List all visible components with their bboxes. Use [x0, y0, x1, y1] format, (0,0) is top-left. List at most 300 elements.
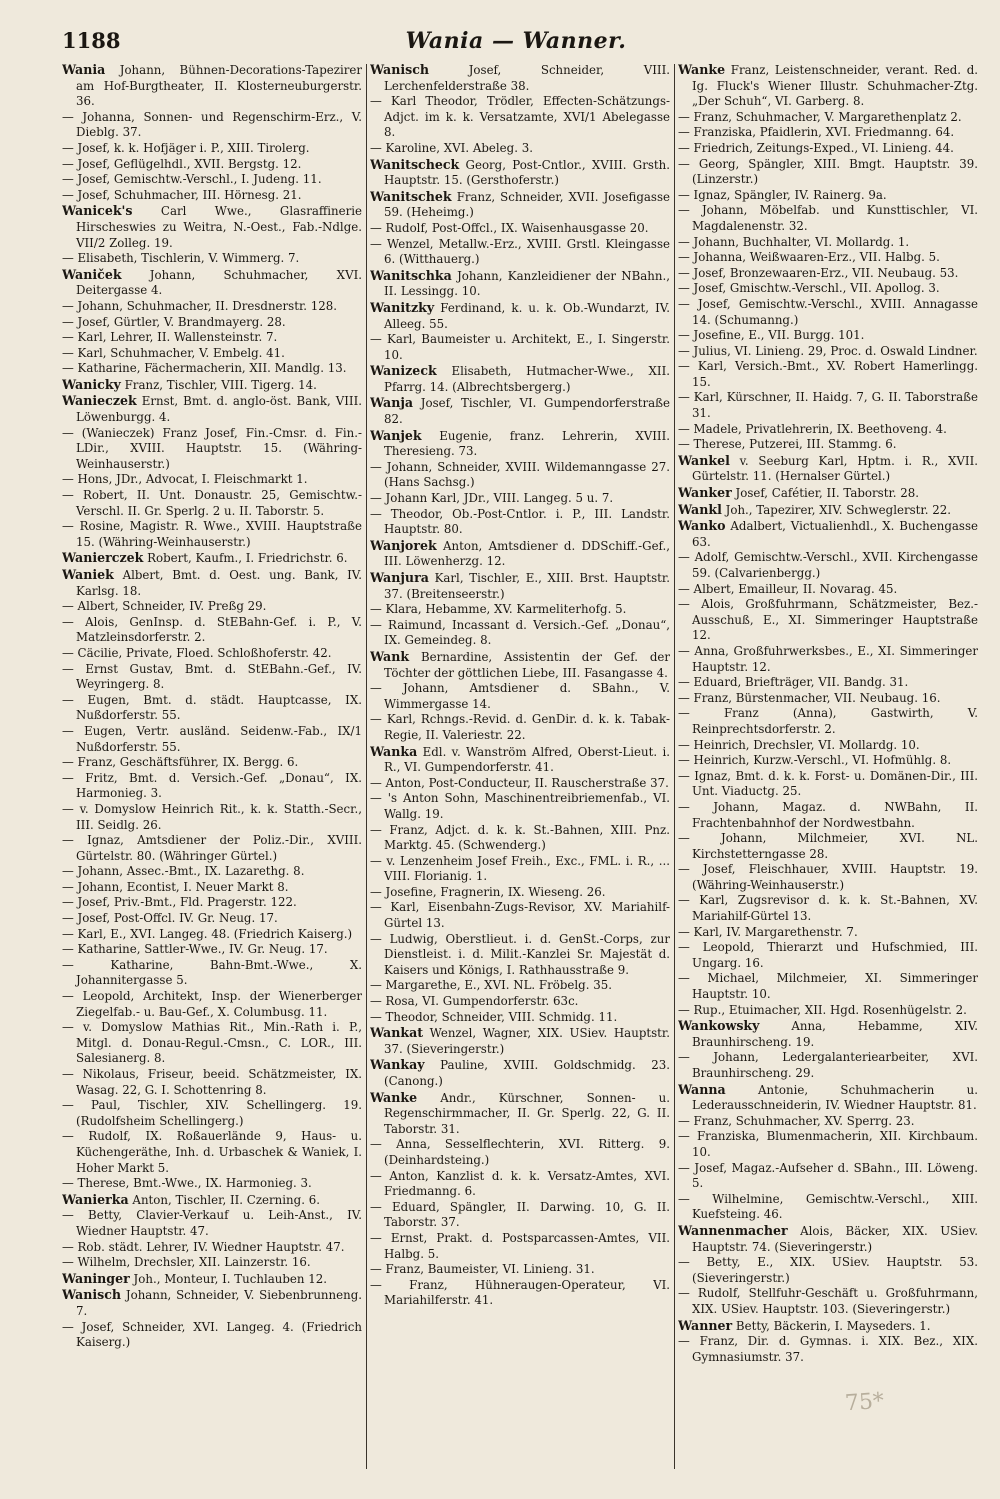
- entry-text: — Johann, Möbelfab. und Kunsttischler, VI. Magdalenenstr. 32.: [678, 203, 978, 233]
- entry-text: — Ignaz, Bmt. d. k. k. Forst- u. Domänen-Dir., III. Unt. Viaductg. 25.: [678, 768, 978, 799]
- entry-text: — Alois, GenInsp. d. StEBahn-Gef. i. P., V. Matzleinsdorferstr. 2.: [62, 614, 362, 645]
- entry-text: — Georg, Spängler, XIII. Bmgt. Hauptstr. 39. (Linzerstr.): [678, 156, 978, 187]
- directory-entry: [370, 428, 670, 460]
- entry-text: — Heinrich, Drechsler, VI. Mollardg. 10.: [678, 737, 920, 752]
- directory-entry: [370, 94, 670, 141]
- directory-entry: [678, 550, 978, 581]
- entry-text: — Ernst, Prakt. d. Postsparcassen-Amtes, VII. Halbg. 5.: [370, 1230, 670, 1261]
- entry-text: — Ignaz, Spängler, IV. Rainerg. 9a.: [678, 187, 887, 202]
- entry-text: — Johann, Milchmeier, XVI. NL. Kirchstetterngasse 28.: [678, 831, 978, 861]
- entry-text: Joh., Monteur, I. Tuchlauben 12.: [129, 1271, 328, 1286]
- directory-entry: [678, 1255, 978, 1286]
- entry-text: — Karl, Zugsrevisor d. k. k. St.-Bahnen, XV. Mariahilf-Gürtel 13.: [678, 893, 978, 924]
- entry-text: — Albert, Emailleur, II. Novarag. 45.: [678, 581, 898, 596]
- directory-entry: [62, 110, 362, 141]
- entry-text: — Raimund, Incassant d. Versich.-Gef. „Donau“, IX. Gemeindeg. 8.: [370, 617, 670, 648]
- entry-text: — Fritz, Bmt. d. Versich.-Gef. „Donau“, IX. Harmonieg. 3.: [62, 770, 362, 801]
- entry-text: — Katharine, Fächermacherin, XII. Mandlg. 13.: [62, 361, 347, 376]
- directory-entry: [678, 1018, 978, 1050]
- entry-text: — Karl, Schuhmacher, V. Embelg. 41.: [62, 345, 285, 360]
- entry-text: — Rosine, Magistr. R. Wwe., XVIII. Hauptstraße 15. (Währing-Weinhauserstr.): [62, 519, 362, 549]
- entry-surname: Waniek: [62, 567, 114, 582]
- entry-text: Anton, Tischler, II. Czerning. 6.: [128, 1192, 320, 1207]
- entry-text: — Therese, Bmt.-Wwe., IX. Harmonieg. 3.: [62, 1176, 312, 1191]
- directory-entry: [370, 994, 670, 1010]
- entry-text: — Rup., Etuimacher, XII. Hgd. Rosenhügelstr. 2.: [678, 1002, 967, 1017]
- entry-text: — Josef, Gmischtw.-Verschl., VII. Apollog. 3.: [678, 281, 940, 296]
- directory-entry: [370, 791, 670, 822]
- entry-text: — Friedrich, Zeitungs-Exped., VI. Linieng. 44.: [678, 140, 954, 155]
- directory-entry: [678, 862, 978, 893]
- entry-surname: Wanka: [370, 743, 418, 759]
- entry-text: Bernardine, Assistentin der Gef. der Töchter der göttlichen Liebe, III. Fasangasse 4.: [384, 649, 670, 680]
- directory-entry: [62, 646, 362, 662]
- entry-surname: Wanitschek: [370, 188, 452, 204]
- entry-text: — Karl, Versich.-Bmt., XV. Robert Hamerlingg. 15.: [678, 359, 978, 389]
- entry-text: — Rob. städt. Lehrer, IV. Wiedner Hauptstr. 47.: [62, 1239, 345, 1254]
- directory-entry: [370, 1231, 670, 1262]
- directory-entry: [62, 771, 362, 802]
- entry-text: — Franz, Hühneraugen-Operateur, VI. Mariahilferstr. 41.: [370, 1277, 670, 1308]
- entry-text: Robert, Kaufm., I. Friedrichstr. 6.: [143, 551, 348, 566]
- entry-text: Josef, Cafétier, II. Taborstr. 28.: [731, 486, 920, 501]
- entry-text: — Josef, Schuhmacher, III. Hörnesg. 21.: [62, 187, 302, 202]
- directory-entry: [370, 157, 670, 189]
- directory-entry: [62, 1320, 362, 1351]
- entry-text: — Johann, Schneider, XVIII. Wildemanngasse 27. (Hans Sachsg.): [370, 459, 670, 490]
- entry-text: Pauline, XVIII. Goldschmidg. 23. (Canong.): [384, 1058, 670, 1088]
- entry-text: — Johann, Schuhmacher, II. Dresdnerstr. 128.: [62, 298, 338, 313]
- entry-surname: Wanizeck: [370, 363, 437, 379]
- directory-entry: [370, 460, 670, 491]
- entry-text: — Rudolf, IX. Roßauerlände 9, Haus- u. Küchengeräthe, Inh. d. Urbaschek & Waniek, I. Hoher Markt 5.: [62, 1129, 362, 1175]
- entry-surname: Wanitschka: [370, 267, 452, 283]
- entry-text: — Alois, Großfuhrmann, Schätzmeister, Bez.-Ausschuß, E., XI. Simmeringer Hauptstraße 12.: [678, 597, 978, 643]
- entry-text: — Johanna, Sonnen- und Regenschirm-Erz., V. Dieblg. 37.: [62, 109, 362, 140]
- directory-entry: [370, 507, 670, 538]
- running-head: Wania — Wanner.: [405, 28, 627, 54]
- entry-text: — Franziska, Blumenmacherin, XII. Kirchbaum. 10.: [678, 1129, 978, 1159]
- entry-surname: Wanner: [678, 1317, 733, 1333]
- entry-text: — Julius, VI. Linieng. 29, Proc. d. Oswald Lindner.: [678, 343, 978, 358]
- entry-surname: Wanicky: [62, 376, 121, 392]
- entry-text: — Klara, Hebamme, XV. Karmeliterhofg. 5.: [370, 602, 627, 617]
- entry-text: — Franziska, Pfaidlerin, XVI. Friedmanng. 64.: [678, 125, 955, 140]
- directory-entry: [370, 491, 670, 507]
- entry-text: Georg, Post-Cntlor., XVIII. Grsth. Hauptstr. 15. (Gersthoferstr.): [384, 157, 670, 188]
- entry-text: — Franz, Bürstenmacher, VII. Neubaug. 16.: [678, 690, 941, 705]
- directory-entry: [62, 62, 362, 110]
- entry-text: — Eugen, Vertr. ausländ. Seidenw.-Fab., IX/1 Nußdorferstr. 55.: [62, 723, 362, 754]
- entry-text: — Michael, Milchmeier, XI. Simmeringer Hauptstr. 10.: [678, 971, 978, 1002]
- entry-text: — Eugen, Bmt. d. städt. Hauptcasse, IX. Nußdorferstr. 55.: [62, 692, 362, 723]
- directory-entry: [62, 942, 362, 958]
- entry-text: Albert, Bmt. d. Oest. ung. Bank, IV. Karlsg. 18.: [76, 568, 362, 598]
- entry-text: — Therese, Putzerei, III. Stammg. 6.: [678, 437, 897, 452]
- entry-text: — Theodor, Ob.-Post-Cntlor. i. P., III. Landstr. Hauptstr. 80.: [370, 506, 670, 537]
- directory-entry: [370, 395, 670, 427]
- entry-surname: Wania: [62, 62, 106, 77]
- entry-text: — Josef, Post-Offcl. IV. Gr. Neug. 17.: [62, 911, 278, 926]
- entry-text: — 's Anton Sohn, Maschinentreibriemenfab., VI. Wallg. 19.: [370, 791, 670, 821]
- entry-text: Wenzel, Wagner, XIX. USiev. Hauptstr. 37. (Sieveringerstr.): [384, 1026, 670, 1056]
- entry-text: — Rudolf, Stellfuhr-Geschäft u. Großfuhrmann, XIX. USiev. Hauptstr. 103. (Sieveringerstr.): [678, 1286, 978, 1316]
- directory-entry: [62, 141, 362, 157]
- directory-entry: [678, 1050, 978, 1081]
- directory-entry: [678, 390, 978, 421]
- entry-surname: Wankel: [678, 452, 730, 468]
- entry-surname: Wanisch: [62, 1287, 122, 1303]
- entry-text: — Josefine, Fragnerin, IX. Wieseng. 26.: [370, 884, 606, 899]
- directory-entry: [370, 744, 670, 776]
- directory-entry: [370, 268, 670, 300]
- entry-text: Johann, Schneider, V. Siebenbrunneng. 7.: [76, 1288, 362, 1318]
- directory-entry: [678, 753, 978, 769]
- directory-entry: [678, 266, 978, 282]
- directory-entry: [678, 769, 978, 800]
- pencil-mark: 75*: [844, 1388, 885, 1417]
- entry-text: — Josef, k. k. Hofjäger i. P., XIII. Tirolerg.: [62, 140, 310, 155]
- directory-entry: [678, 281, 978, 297]
- entry-text: — Anna, Großfuhrwerksbes., E., XI. Simmeringer Hauptstr. 12.: [678, 643, 978, 674]
- directory-entry: [62, 377, 362, 394]
- directory-entry: [678, 157, 978, 188]
- entry-text: — Josef, Priv.-Bmt., Fld. Pragerstr. 122.: [62, 895, 297, 910]
- entry-surname: Wanjorek: [370, 537, 437, 553]
- directory-entry: [62, 157, 362, 173]
- entry-surname: Wanna: [678, 1081, 726, 1097]
- directory-entry: [370, 1169, 670, 1200]
- entry-surname: Wankay: [370, 1057, 425, 1073]
- entry-text: — Wilhelm, Drechsler, XII. Lainzerstr. 16.: [62, 1255, 311, 1270]
- entry-text: — Karl, Baumeister u. Architekt, E., I. Singerstr. 10.: [370, 332, 670, 362]
- entry-text: — Katharine, Bahn-Bmt.-Wwe., X. Johannitergasse 5.: [62, 957, 362, 988]
- entry-text: Franz, Schneider, XVII. Josefigasse 59. (Heheimg.): [384, 189, 670, 220]
- directory-entry: [678, 502, 978, 519]
- directory-entry: [62, 911, 362, 927]
- directory-entry: [62, 315, 362, 331]
- entry-text: — Josef, Gemischtw.-Verschl., I. Judeng. 11.: [62, 172, 322, 187]
- directory-entry: [62, 472, 362, 488]
- directory-entry: [678, 1286, 978, 1317]
- directory-entry: [370, 221, 670, 237]
- directory-entry: [62, 755, 362, 771]
- directory-entry: [678, 1318, 978, 1335]
- directory-entry: [62, 833, 362, 864]
- entry-text: — Betty, E., XIX. USiev. Hauptstr. 53. (Sieveringerstr.): [678, 1255, 978, 1285]
- entry-surname: Waniček: [62, 266, 122, 282]
- directory-entry: [678, 250, 978, 266]
- directory-entry: [678, 644, 978, 675]
- directory-entry: [62, 488, 362, 519]
- directory-entry: [678, 141, 978, 157]
- entry-surname: Wanieczek: [62, 393, 137, 409]
- entry-surname: Wanierka: [62, 1191, 129, 1207]
- entry-text: — Franz, Adjct. d. k. k. St.-Bahnen, XIII. Pnz. Marktg. 45. (Schwenderg.): [370, 822, 670, 853]
- directory-entry: [62, 599, 362, 615]
- directory-entry: [370, 681, 670, 712]
- entry-text: Josef, Schneider, VIII. Lerchenfelderstraße 38.: [384, 63, 670, 93]
- directory-entry: [370, 712, 670, 743]
- directory-entry: [62, 615, 362, 646]
- entry-text: — Johanna, Weißwaaren-Erz., VII. Halbg. 5.: [678, 250, 940, 265]
- entry-text: — v. Domyslow Heinrich Rit., k. k. Statth.-Secr., III. Seidlg. 26.: [62, 801, 362, 832]
- entry-text: Alois, Bäcker, XIX. USiev. Hauptstr. 74. (Sieveringerstr.): [692, 1223, 978, 1254]
- directory-entry: [678, 344, 978, 360]
- directory-entry: [678, 1082, 978, 1114]
- directory-entry: [62, 724, 362, 755]
- entry-text: Adalbert, Victualienhdl., X. Buchengasse 63.: [692, 519, 978, 549]
- directory-entry: [370, 854, 670, 885]
- entry-text: — Madele, Privatlehrerin, IX. Beethoveng. 4.: [678, 421, 947, 436]
- entry-text: — Josef, Geflügelhdl., XVII. Bergstg. 12.: [62, 156, 302, 171]
- directory-entry: [62, 203, 362, 251]
- directory-entry: [678, 1114, 978, 1130]
- directory-entry: [62, 1098, 362, 1129]
- entry-text: Josef, Tischler, VI. Gumpendorferstraße 82.: [384, 396, 670, 427]
- entry-text: — Josef, Gürtler, V. Brandmayerg. 28.: [62, 314, 286, 329]
- entry-text: — Josef, Schneider, XVI. Langeg. 4. (Friedrich Kaiserg.): [62, 1319, 362, 1350]
- entry-surname: Wanicek's: [62, 203, 133, 219]
- entry-text: — Karl, Lehrer, II. Wallensteinstr. 7.: [62, 330, 278, 345]
- directory-entry: [678, 597, 978, 644]
- directory-entry: [62, 1176, 362, 1192]
- directory-entry: [62, 393, 362, 425]
- entry-surname: Wanierczek: [62, 550, 144, 566]
- directory-entry: [370, 1137, 670, 1168]
- directory-entry: [62, 1208, 362, 1239]
- entry-surname: Wanisch: [370, 62, 430, 77]
- directory-entry: [678, 940, 978, 971]
- directory-entry: [62, 1255, 362, 1271]
- entry-text: — Theodor, Schneider, VIII. Schmidg. 11.: [370, 1009, 618, 1024]
- entry-text: — Robert, II. Unt. Donaustr. 25, Gemischtw.-Verschl. II. Gr. Sperlg. 2 u. II. Taborstr. 5.: [62, 488, 362, 518]
- entry-text: Ernst, Bmt. d. anglo-öst. Bank, VIII. Löwenburgg. 4.: [76, 394, 362, 425]
- entry-text: — Leopold, Thierarzt und Hufschmied, III. Ungarg. 16.: [678, 940, 978, 970]
- column-2: [370, 62, 670, 1471]
- entry-text: — Paul, Tischler, XIV. Schellingerg. 19. (Rudolfsheim Schellingerg.): [62, 1098, 362, 1128]
- directory-entry: [678, 691, 978, 707]
- directory-entry: [678, 188, 978, 204]
- entry-surname: Wank: [370, 648, 410, 664]
- directory-entry: [370, 189, 670, 221]
- directory-entry: [370, 602, 670, 618]
- directory-entry: [678, 110, 978, 126]
- entry-text: — v. Domyslow Mathias Rit., Min.-Rath i. P., Mitgl. d. Donau-Regul.-Cmsn., C. LOR., III. Salesianerg. 8.: [62, 1020, 362, 1066]
- directory-entry: [62, 693, 362, 724]
- entry-text: — Josef, Magaz.-Aufseher d. SBahn., III. Löweng. 5.: [678, 1160, 978, 1191]
- entry-text: — Josef, Fleischhauer, XVIII. Hauptstr. 19. (Währing-Weinhauserstr.): [678, 862, 978, 892]
- entry-text: — Johann, Assec.-Bmt., IX. Lazarethg. 8.: [62, 864, 305, 879]
- entry-text: v. Seeburg Karl, Hptm. i. R., XVII. Gürtelstr. 11. (Hernalser Gürtel.): [692, 453, 978, 484]
- directory-entry: [678, 235, 978, 251]
- entry-text: — Adolf, Gemischtw.-Verschl., XVII. Kirchengasse 59. (Calvarienbergg.): [678, 550, 978, 580]
- entry-text: Johann, Schuhmacher, XVI. Deitergasse 4.: [76, 267, 362, 298]
- entry-surname: Wanko: [678, 518, 726, 534]
- directory-entry: [678, 1192, 978, 1223]
- directory-entry: [62, 251, 362, 267]
- entry-text: — Anna, Sesselflechterin, XVI. Ritterg. 9. (Deinhardsteing.): [370, 1137, 670, 1167]
- entry-text: Franz, Leistenschneider, verant. Red. d. Ig. Fluck's Wiener Illustr. Schuhmacher-Ztg. „Der Schuh“, VI. Garberg. 8.: [692, 63, 978, 109]
- entry-text: — Ignaz, Amtsdiener der Poliz.-Dir., XVIII. Gürtelstr. 80. (Währinger Gürtel.): [62, 833, 362, 863]
- directory-entry: [678, 706, 978, 737]
- directory-entry: [62, 1240, 362, 1256]
- entry-text: — Karl, Rchngs.-Revid. d. GenDir. d. k. k. Tabak-Regie, II. Valeriestr. 22.: [370, 712, 670, 742]
- directory-entry: [62, 989, 362, 1020]
- entry-text: — Karl Theodor, Trödler, Effecten-Schätzungs-Adjct. im k. k. Versatzamte, XVI/1 Abelegasse 8.: [370, 94, 670, 140]
- directory-entry: [678, 1223, 978, 1255]
- directory-entry: [678, 518, 978, 550]
- directory-entry: [678, 582, 978, 598]
- directory-entry: [370, 62, 670, 94]
- directory-entry: [678, 1161, 978, 1192]
- directory-entry: [370, 538, 670, 570]
- directory-entry: [62, 958, 362, 989]
- entry-text: — Josef, Gemischtw.-Verschl., XVIII. Annagasse 14. (Schumanng.): [678, 296, 978, 327]
- entry-surname: Wankl: [678, 501, 722, 517]
- entry-surname: Wannenmacher: [678, 1222, 788, 1238]
- entry-surname: Wankat: [370, 1025, 424, 1041]
- directory-entry: [678, 1003, 978, 1019]
- entry-text: — Franz, Geschäftsführer, IX. Bergg. 6.: [62, 755, 299, 770]
- entry-surname: Wanja: [370, 395, 414, 411]
- directory-entry: [62, 1287, 362, 1319]
- directory-entry: [370, 1278, 670, 1309]
- directory-entry: [62, 172, 362, 188]
- entry-text: Eugenie, franz. Lehrerin, XVIII. Theresieng. 73.: [384, 428, 670, 459]
- entry-text: — Anton, Kanzlist d. k. k. Versatz-Amtes, XVI. Friedmanng. 6.: [370, 1168, 670, 1199]
- entry-text: — Karoline, XVI. Abeleg. 3.: [370, 140, 533, 155]
- entry-surname: Wanker: [678, 485, 732, 501]
- page-header: [62, 28, 970, 58]
- directory-entry: [678, 738, 978, 754]
- entry-text: — Karl, Eisenbahn-Zugs-Revisor, XV. Mariahilf-Gürtel 13.: [370, 900, 670, 931]
- entry-text: Edl. v. Wanström Alfred, Oberst-Lieut. i. R., VI. Gumpendorferstr. 41.: [384, 744, 670, 775]
- directory-entry: [370, 776, 670, 792]
- column-rule: [674, 64, 675, 1469]
- directory-entry: [62, 519, 362, 550]
- directory-entry: [62, 1192, 362, 1209]
- directory-entry: [62, 1067, 362, 1098]
- directory-entry: [370, 1262, 670, 1278]
- directory-entry: [62, 1020, 362, 1067]
- entry-text: Betty, Bäckerin, I. Mayseders. 1.: [732, 1318, 931, 1333]
- directory-entry: [62, 330, 362, 346]
- directory-entry: [370, 237, 670, 268]
- entry-text: — Eduard, Spängler, II. Darwing. 10, G. II. Taborstr. 37.: [370, 1199, 670, 1230]
- directory-entry: [678, 422, 978, 438]
- entry-text: — Karl, E., XVI. Langeg. 48. (Friedrich Kaiserg.): [62, 926, 353, 941]
- entry-text: Elisabeth, Hutmacher-Wwe., XII. Pfarrg. 14. (Albrechtsbergerg.): [384, 364, 670, 394]
- directory-entry: [678, 893, 978, 924]
- column-3: [678, 62, 978, 1471]
- entry-text: — Franz (Anna), Gastwirth, V. Reinprechtsdorferstr. 2.: [678, 706, 978, 736]
- entry-text: — Franz, Schuhmacher, V. Margarethenplatz 2.: [678, 109, 962, 124]
- directory-entry: [678, 800, 978, 831]
- directory-entry: [678, 971, 978, 1002]
- directory-entry: [62, 361, 362, 377]
- directory-entry: [62, 662, 362, 693]
- directory-entry: [370, 1057, 670, 1089]
- directory-entry: [370, 900, 670, 931]
- directory-entry: [62, 864, 362, 880]
- entry-surname: Waninger: [62, 1270, 130, 1286]
- entry-text: — Ernst Gustav, Bmt. d. StEBahn.-Gef., IV. Weyringerg. 8.: [62, 661, 362, 692]
- column-rule: [366, 64, 367, 1469]
- directory-entry: [62, 550, 362, 567]
- directory-entry: [370, 363, 670, 395]
- directory-entry: [370, 570, 670, 602]
- directory-entry: [678, 485, 978, 502]
- directory-entry: [62, 802, 362, 833]
- entry-text: Ferdinand, k. u. k. Ob.-Wundarzt, IV. Alleeg. 55.: [384, 300, 670, 331]
- entry-text: — Johann, Amtsdiener d. SBahn., V. Wimmergasse 14.: [370, 681, 670, 711]
- entry-text: — Karl, Kürschner, II. Haidg. 7, G. II. Taborstraße 31.: [678, 390, 978, 421]
- directory-entry: [62, 895, 362, 911]
- entry-surname: Wankowsky: [678, 1018, 760, 1034]
- directory-entry: [370, 300, 670, 332]
- directory-entry: [370, 1200, 670, 1231]
- entry-text: — Josef, Bronzewaaren-Erz., VII. Neubaug. 53.: [678, 265, 959, 280]
- directory-entry: [370, 332, 670, 363]
- entry-text: — Katharine, Sattler-Wwe., IV. Gr. Neug. 17.: [62, 942, 328, 957]
- directory-entry: [62, 567, 362, 599]
- entry-text: — (Wanieczek) Franz Josef, Fin.-Cmsr. d. Fin.-LDir., XVIII. Hauptstr. 15. (Währing-Weinhauserstr.): [62, 425, 362, 471]
- entry-text: — Heinrich, Kurzw.-Verschl., VI. Hofmühlg. 8.: [678, 753, 952, 768]
- directory-entry: [370, 1090, 670, 1138]
- entry-text: — Ludwig, Oberstlieut. i. d. GenSt.-Corps, zur Dienstleist. i. d. Milit.-Kanzlei Sr. Majestät d. Kaisers und Königs, I. Rathhausstraße 9.: [370, 931, 670, 977]
- entry-text: — Nikolaus, Friseur, beeid. Schätzmeister, IX. Wasag. 22, G. I. Schottenring 8.: [62, 1067, 362, 1097]
- entry-text: — Eduard, Briefträger, VII. Bandg. 31.: [678, 675, 909, 690]
- directory-entry: [678, 453, 978, 485]
- directory-entry: [370, 1010, 670, 1026]
- entry-text: — Betty, Clavier-Verkauf u. Leih-Anst., IV. Wiedner Hauptstr. 47.: [62, 1208, 362, 1238]
- entry-surname: Wanjek: [370, 427, 422, 443]
- directory-entry: [678, 1129, 978, 1160]
- page-number: 1188: [62, 28, 121, 53]
- directory-entry: [678, 203, 978, 234]
- entry-text: — Franz, Schuhmacher, XV. Sperrg. 23.: [678, 1113, 915, 1128]
- entry-text: — Hons, JDr., Advocat, I. Fleischmarkt 1.: [62, 472, 308, 487]
- entry-text: — Wenzel, Metallw.-Erz., XVIII. Grstl. Kleingasse 6. (Witthauerg.): [370, 236, 670, 267]
- directory-entry: [678, 437, 978, 453]
- directory-entry: [62, 927, 362, 943]
- entry-surname: Wanke: [370, 1089, 418, 1105]
- entry-text: — Anton, Post-Conducteur, II. Rauscherstraße 37.: [370, 775, 669, 790]
- directory-entry: [370, 649, 670, 681]
- directory-entry: [370, 141, 670, 157]
- entry-text: — Elisabeth, Tischlerin, V. Wimmerg. 7.: [62, 251, 300, 266]
- entry-text: Joh., Tapezirer, XIV. Schweglerstr. 22.: [721, 502, 951, 517]
- directory-entry: [370, 932, 670, 979]
- directory-entry: [62, 299, 362, 315]
- directory-entry: [678, 675, 978, 691]
- entry-text: — Johann, Ledergalanteriearbeiter, XVI. Braunhirscheng. 29.: [678, 1050, 978, 1080]
- column-1: [62, 62, 362, 1471]
- entry-text: — v. Lenzenheim Josef Freih., Exc., FML. i. R., ... VIII. Florianig. 1.: [370, 853, 670, 884]
- directory-entry: [678, 328, 978, 344]
- entry-text: Johann, Kanzleidiener der NBahn., II. Lessingg. 10.: [384, 268, 670, 299]
- entry-text: — Johann, Econtist, I. Neuer Markt 8.: [62, 879, 289, 894]
- directory-entry: [678, 62, 978, 110]
- entry-text: Carl Wwe., Glasraffinerie Hirscheswies zu Weitra, N.-Oest., Fab.-Ndlge. VII/2 Zolleg. 19.: [76, 204, 362, 250]
- entry-text: Andr., Kürschner, Sonnen- u. Regenschirmmacher, II. Gr. Sperlg. 22, G. II. Taborstr. 31.: [384, 1090, 670, 1136]
- directory-entry: [370, 978, 670, 994]
- entry-text: — Franz, Baumeister, VI. Linieng. 31.: [370, 1262, 595, 1277]
- directory-entry: [678, 297, 978, 328]
- entry-text: Franz, Tischler, VIII. Tigerg. 14.: [120, 377, 317, 392]
- directory-entry: [62, 426, 362, 473]
